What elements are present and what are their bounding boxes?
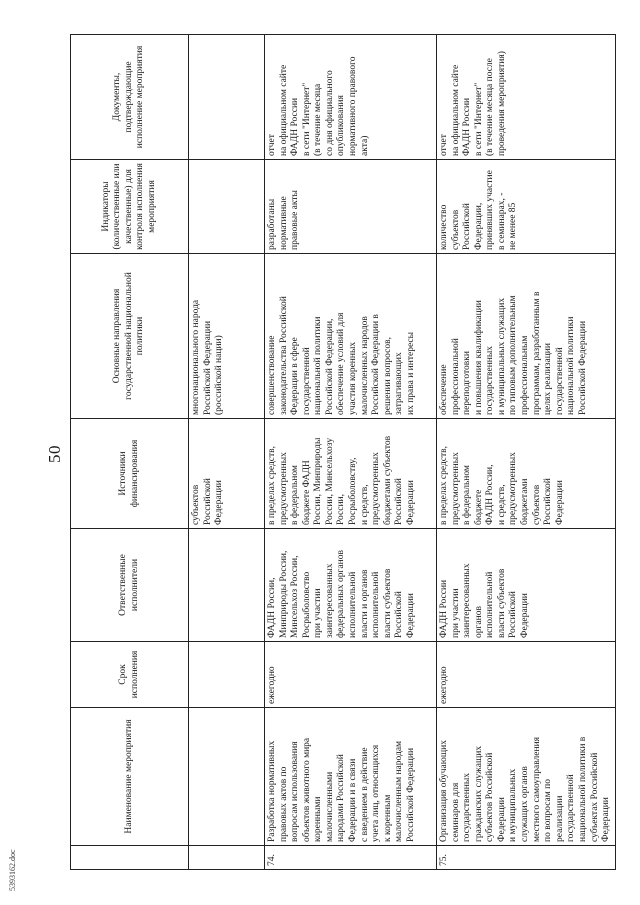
row-term: ежегодно [265,642,437,708]
header-indicators: Индикаторы (количественные или качественные) для контроля исполнения мероприятия [71,160,189,254]
table-row [437,35,616,870]
row-executors: ФАДН России, Минприроды России, Минсельхоз России, Росрыболовство при участии заинтересованных федеральных органов исполнительной власти и органов исполнительной власти субъектов Российской Федерации [265,529,437,642]
row-indicators [189,160,265,254]
row-term [189,642,265,708]
row-number: 75. [437,846,616,870]
page-number: 50 [45,445,64,463]
header-directions: Основные направления государственной национальной политики [71,254,189,419]
table-row [189,35,265,870]
row-directions: обеспечение профессиональной переподготовки и повышения квалификации государственных и муниципальных служащих по типовым дополнительным профессиональным программам, разработанным в целях реализации государственной национальной политики Российской Федерации [437,254,616,419]
row-indicators: количество субъектов Российской Федерации, принявших участие в семинарах, - не менее 85 [437,160,616,254]
header-number [71,846,189,870]
row-indicators: разработаны нормативные правовые акты [265,160,437,254]
header-executors: Ответственные исполнители [71,529,189,642]
header-funding: Источники финансирования [71,419,189,529]
file-name-footer: 5393162.doc [8,849,17,891]
row-documents: отчет на официальном сайте ФАДН России в сети "Интернет" (в течение месяца со дня официального опубликования нормативного правового акта) [265,35,437,160]
plan-table [70,34,616,870]
row-number [189,846,265,870]
row-executors [189,529,265,642]
row-documents: отчет на официальном сайте ФАДН России в сети "Интернет" (в течение месяца после проведения мероприятия) [437,35,616,160]
table-header-row [71,35,189,870]
row-name [189,708,265,846]
row-number: 74. [265,846,437,870]
row-name: Разработка нормативных правовых актов по вопросам использования объектов животного мира коренными малочисленными народами Российской Федерации и в связи с введением в действие учета лиц, относящихся к коренным малочисленным народам Российской Федерации [265,708,437,846]
row-directions: совершенствование законодательства Российской Федерации в сфере государственной национальной политики Российской Федерации, обеспечение условий для участия коренных малочисленных народов Российской Федерации в решении вопросов, затрагивающих их права и интересы [265,254,437,419]
row-directions: многонационального народа Российской Федерации (российской нации) [189,254,265,419]
header-name: Наименование мероприятия [71,708,189,846]
row-executors: ФАДН России при участии заинтересованных органов исполнительной власти субъектов Российской Федерации [437,529,616,642]
header-term: Срок исполнения [71,642,189,708]
row-funding: субъектов Российской Федерации [189,419,265,529]
row-documents [189,35,265,160]
row-funding: в пределах средств, предусмотренных в федеральном бюджете ФАДН России, и средств, предусмотренных бюджетами субъектов Российской Федерации [437,419,616,529]
row-name: Организация обучающих семинаров для государственных гражданских служащих субъектов Российской Федерации и муниципальных служащих органов местного самоуправления по вопросам по реализации государственной национальной политики в субъектах Российской Федерации [437,708,616,846]
table-row [265,35,437,870]
row-term: ежегодно [437,642,616,708]
header-documents: Документы, подтверждающие исполнение мероприятия [71,35,189,160]
row-funding: в пределах средств, предусмотренных в федеральном бюджете ФАДН России, Минприроды России, Минсельхозу России, Росрыболовству, и средств, предусмотренных бюджетами субъектов Российской Федерации [265,419,437,529]
